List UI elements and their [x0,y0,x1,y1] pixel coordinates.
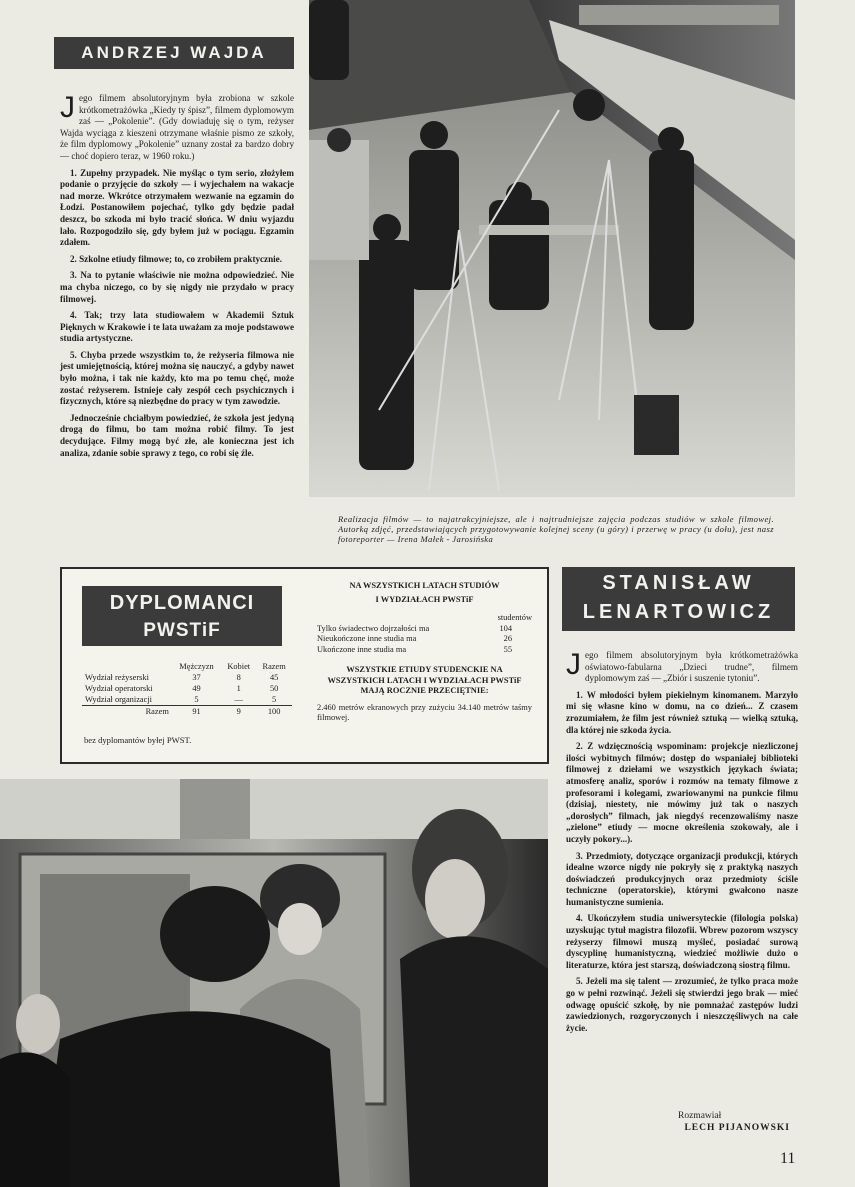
photo-caption: Realizacja filmów — to najatrakcyjniejsze, ale i najtrudniejsze zajęcia podczas studiów w szkole filmowej. Autorką zdjęć, przedstawiających przygotowywanie kolejnej sceny (u góry) i przerwę w pracy (u dołu), jest nasz fotoreporter — Irena Małek - Jarosińska [338,514,774,544]
graduates-table-header [82,661,292,672]
wajda-answer-6: Jednocześnie chciałbym powiedzieć, że szkoła jest jedyną drogą do filmu, bo tam można robić filmy. To jest decydujące. Filmy mogą być złe, ale konieczna jest ich analiza, zdanie sobie sprawy z tego, co robi się źle. [60,412,294,458]
lenartowicz-dropcap: J [566,648,581,681]
table-row: Wydział operatorski 49 1 50 [85,684,279,693]
lenartowicz-intro: Jego filmem absolutoryjnym była krótkometrażówka oświatowo-fabularna „Dzieci trudne”, filmem dyplomowym zaś — „Zbiór i suszenie tytoniu”. [566,648,798,684]
list-item: Tylko świadectwo dojrzałości ma 104 [317,623,512,633]
lenartowicz-answer-5: 5. Jeżeli ma się talent — zrozumieć, że tylko praca może go w pełni rozwinąć. Jeżeli się stwierdzi jego brak — mieć odwagę opuścić szkołę, by nie pomnażać zastępów ludzi zawiedzionych, rozgoryczonych i nieszczęśliwych na całe życie. [566,976,798,1033]
students-heading-1: NA WSZYSTKICH LATACH STUDIÓW [349,581,500,590]
wajda-intro: Jego filmem absolutoryjnym była zrobiona w szkole krótkometrażówka „Kiedy ty śpisz”, filmem dyplomowym zaś — „Pokolenie”. (Gdy dowiaduję się o tym, reżyser Wajda wyciąga z kieszeni otrzymane właśnie pismo ze szkoły, że film dyplomowy „Pokolenie” uznany został za bardzo dobry — choć dopiero teraz, w 1960 roku.) [60,91,294,161]
signature-author: LECH PIJANOWSKI [684,1123,790,1133]
wajda-answer-4: 4. Tak; trzy lata studiowałem w Akademii Sztuk Pięknych w Krakowie i te lata uważam za moje podstawowe studia artystyczne. [60,310,294,344]
lenartowicz-article [566,650,798,1098]
list-item: Ukończone inne studia ma 55 [317,644,512,654]
wajda-answer-3: 3. Na to pytanie właściwie nie można odpowiedzieć. Nie ma chyba niczego, co by się nigdy nie przydało w pracy filmowej. [60,270,294,304]
film-set-photo [309,0,795,497]
header-total: Razem [262,662,286,671]
lenartowicz-answer-1: 1. W młodości byłem piekielnym kinomanem. Marzyło mi się własne kino w domu, na co dzień... Z czasem zrozumiałem, że film jest również sztuką — wielką sztuką, dla której nie szkoda życia. [566,689,798,735]
wajda-article [60,93,294,543]
wajda-name: ANDRZEJ WAJDA [81,43,267,62]
wajda-dropcap: J [60,91,75,124]
etiudy-heading: WSZYSTKIE ETIUDY STUDENCKIE NA WSZYSTKICH LATACH I WYDZIAŁACH PWSTiF MAJĄ ROCZNIE PRZECIĘTNIE: [327,665,522,695]
graduates-note: bez dyplomantów byłej PWST. [84,735,192,745]
table-row: Wydział organizacji 5 — 5 [85,695,277,704]
students-label: studentów [497,613,532,622]
lenartowicz-first-name: STANISŁAW [602,572,755,594]
header-women: Kobiet [227,662,251,671]
table-row: Wydział reżyserski 37 8 45 [85,673,279,682]
students-heading-2: I WYDZIAŁACH PWSTiF [375,594,474,604]
wajda-answer-5: 5. Chyba przede wszystkim to, że reżyseria filmowa nie jest umiejętnością, której można się nauczyć, a gdyby nawet było można, i tak nie każdy, kto ma po temu chęć, może zostać reżyserem. Istnieje cały zespół cech psychicznych i fizycznych, które są niezbędne do pracy w tym zawodzie. [60,349,294,407]
students-section [317,581,532,724]
graduates-title-line2: PWSTiF [143,620,221,641]
lenartowicz-last-name: LENARTOWICZ [582,601,775,623]
etiudy-text: 2.460 metrów ekranowych przy zużyciu 34.140 metrów taśmy filmowej. [317,702,532,722]
table-total-row: Razem 91 9 100 [82,706,292,718]
film-set-photo-image [309,0,795,497]
list-item: Nieukończone inne studia ma 26 [317,634,512,643]
wajda-answer-1: 1. Zupełny przypadek. Nie myśląc o tym serio, złożyłem podanie o przyjęcie do szkoły — i wyjechałem na wakacje nad morze. Wkrótce otrzymałem wezwanie na egzamin do Łodzi. Postanowiłem pojechać, tylko gdy będzie padał deszcz, bo szkoda mi było tracić słońca. W dniu wyjazdu lało. Rozpogodziło się, gdy byłem już w pociągu. Egzamin zdałem. [60,167,294,248]
interview-signature [640,1110,790,1134]
wajda-name-banner [54,37,294,69]
signature-label: Rozmawiał [678,1111,722,1121]
graduates-title-line1: DYPLOMANCI [109,592,255,614]
break-photo-image [0,779,548,1187]
graduates-title-banner [82,586,282,646]
graduates-table [82,661,292,717]
wajda-answer-2: 2. Szkolne etiudy filmowe; to, co zrobiłem praktycznie. [70,253,282,264]
lenartowicz-name-banner [562,567,795,631]
lenartowicz-answer-3: 3. Przedmioty, dotyczące organizacji produkcji, których idealne wzorce nigdy nie pokryły się z praktyką naszych doświadczeń produkcyjnych oraz przedmioty ściśle techniczne (operatorskie), którymi gwałcono nasze humanistyczne sumienia. [566,850,798,907]
lenartowicz-answer-2: 2. Z wdzięcznością wspominam: projekcje niezliczonej ilości wybitnych filmów; dostęp do wspaniałej biblioteki filmowej z dziełami we wszystkich językach świata; atmosferę analiz, sporów i rozmów na tematy filmowe z profesorami i kolegami, zwariowanymi na punkcie filmu (dzisiaj, niestety, nie mówimy już tak o naszych „dorosłych” filmach, jak niegdyś recenzowaliśmy nasze „zielone” etiudy — mocne określenia szokowały, ale i uczyły pokory...). [566,741,798,844]
lenartowicz-answer-4: 4. Ukończyłem studia uniwersyteckie (filologia polska) uzyskując tytuł magistra filozofii. Wbrew pozorom wszyscy reżyserzy filmowi muszą myśleć, posiadać surową dyscyplinę humanistyczną, wiedzieć możliwie dużo o literaturze, która jest starszą, doświadczoną siostrą filmu. [566,913,798,970]
page-number: 11 [780,1150,796,1167]
break-photo [0,779,548,1187]
graduates-statistics-box [60,567,549,764]
header-men: Mężczyzn [179,662,214,671]
